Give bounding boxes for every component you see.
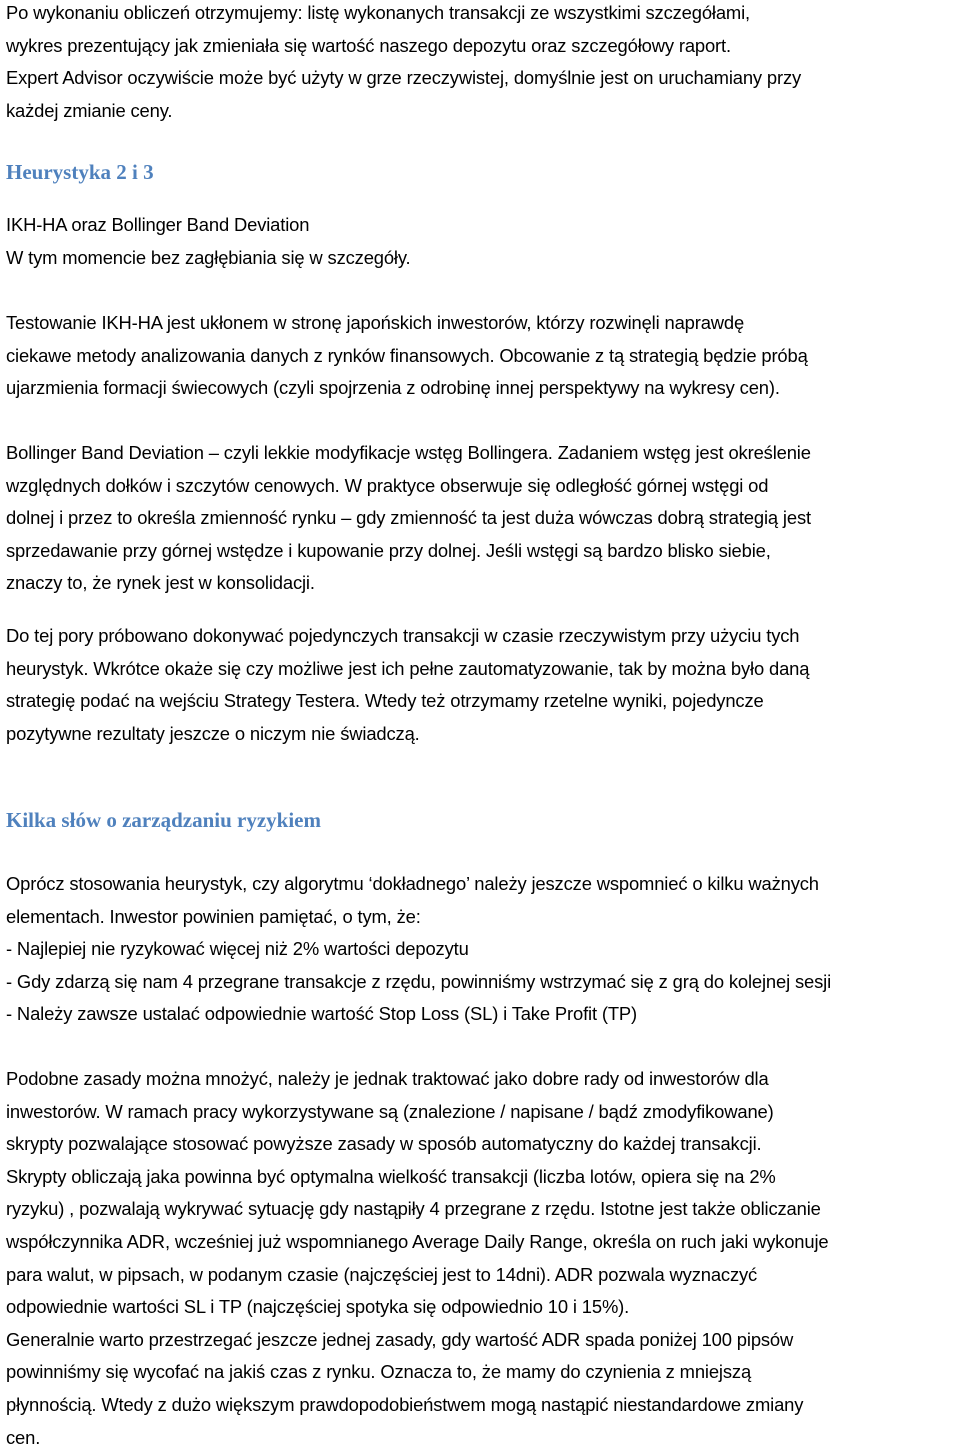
text-line: wykres prezentujący jak zmieniała się wartość naszego depozytu oraz szczegółowy raport. — [6, 34, 731, 56]
text-line: Po wykonaniu obliczeń otrzymujemy: listę wykonanych transakcji ze wszystkimi szczegółami, — [6, 2, 750, 23]
text-line: Do tej pory próbowano dokonywać pojedynczych transakcji w czasie rzeczywistym przy użyciu tych — [6, 625, 800, 646]
text-line: powinniśmy się wycofać na jakiś czas z rynku. Oznacza to, że mamy do czynienia z mniejszą — [6, 1361, 752, 1383]
text-line: skrypty pozwalające stosować powyższe zasady w sposób automatyczny do każdej transakcji. — [6, 1133, 762, 1155]
text-line: ryzyku) , pozwalają wykrywać sytuację gdy nastąpiły 4 przegrane z rzędu. Istotne jest także obliczanie — [6, 1198, 821, 1220]
text-line: pozytywne rezultaty jeszcze o niczym nie świadczą. — [6, 722, 420, 744]
text-line: elementach. Inwestor powinien pamiętać, o tym, że: — [6, 905, 421, 927]
rules-paragraph — [6, 1063, 956, 1454]
ikh-ha-paragraph — [6, 307, 956, 405]
text-line: para walut, w pipsach, w podanym czasie (najczęściej jest to 14dni). ADR pozwala wyznaczyć — [6, 1263, 758, 1285]
list-item: - Najlepiej nie ryzykować więcej niż 2% wartości depozytu — [6, 938, 469, 960]
text-line: Skrypty obliczają jaka powinna być optymalna wielkość transakcji (liczba lotów, opiera się na 2% — [6, 1165, 776, 1187]
text-line: znaczy to, że rynek jest w konsolidacji. — [6, 572, 315, 594]
section-heading-risk: Kilka słów o zarządzaniu ryzykiem — [6, 808, 321, 832]
text-line: inwestorów. W ramach pracy wykorzystywane są (znalezione / napisane / bądź zmodyfikowane) — [6, 1100, 774, 1122]
risk-intro-paragraph — [6, 868, 956, 1031]
text-line: współczynnika ADR, wcześniej już wspomnianego Average Daily Range, określa on ruch jaki wykonuje — [6, 1230, 829, 1252]
text-line: IKH-HA oraz Bollinger Band Deviation — [6, 214, 310, 235]
text-line: ujarzmienia formacji świecowych (czyli spojrzenia z odrobinę innej perspektywy na wykresy cen). — [6, 377, 780, 399]
text-line: cen. — [6, 1426, 41, 1448]
text-line: ciekawe metody analizowania danych z rynków finansowych. Obcowanie z tą strategią będzie próbą — [6, 344, 808, 366]
text-line: odpowiednie wartości SL i TP (najczęściej spotyka się odpowiednio 10 i 15%). — [6, 1296, 630, 1318]
text-line: dolnej i przez to określa zmienność rynku – gdy zmienność ta jest duża wówczas dobrą strategią jest — [6, 507, 811, 529]
text-line: Bollinger Band Deviation – czyli lekkie modyfikacje wstęg Bollingera. Zadaniem wstęg jest określenie — [6, 442, 811, 463]
text-line: strategię podać na wejściu Strategy Testera. Wtedy też otrzymamy rzetelne wyniki, pojedyncze — [6, 690, 764, 712]
text-line: płynnością. Wtedy z dużo większym prawdopodobieństwem mogą nastąpić niestandardowe zmiany — [6, 1393, 804, 1415]
intro-paragraph — [6, 0, 956, 127]
text-line: Generalnie warto przestrzegać jeszcze jednej zasady, gdy wartość ADR spada poniżej 100 pipsów — [6, 1328, 794, 1350]
text-line: Podobne zasady można mnożyć, należy je jednak traktować jako dobre rady od inwestorów dla — [6, 1068, 769, 1089]
text-line: W tym momencie bez zagłębiania się w szczegóły. — [6, 246, 411, 268]
text-line: Expert Advisor oczywiście może być użyty w grze rzeczywistej, domyślnie jest on uruchamiany przy — [6, 67, 802, 89]
text-line: względnych dołków i szczytów cenowych. W praktyce obserwuje się odległość górnej wstęgi od — [6, 474, 769, 496]
list-item: - Należy zawsze ustalać odpowiednie wartość Stop Loss (SL) i Take Profit (TP) — [6, 1003, 638, 1025]
testing-paragraph — [6, 620, 956, 750]
heuristics-subtitle — [6, 209, 956, 274]
text-line: każdej zmianie ceny. — [6, 99, 173, 121]
list-item: - Gdy zdarzą się nam 4 przegrane transakcje z rzędu, powinniśmy wstrzymać się z grą do kolejnej sesji — [6, 970, 832, 992]
text-line: Testowanie IKH-HA jest ukłonem w stronę japońskich inwestorów, którzy rozwinęli naprawdę — [6, 312, 745, 333]
text-line: Oprócz stosowania heurystyk, czy algorytmu ‘dokładnego’ należy jeszcze wspomnieć o kilku ważnych — [6, 873, 819, 894]
bollinger-paragraph — [6, 437, 956, 600]
text-line: heurystyk. Wkrótce okaże się czy możliwe jest ich pełne zautomatyzowanie, tak by można było daną — [6, 657, 810, 679]
section-heading-heuristics: Heurystyka 2 i 3 — [6, 160, 154, 184]
text-line: sprzedawanie przy górnej wstędze i kupowanie przy dolnej. Jeśli wstęgi są bardzo blisko siebie, — [6, 539, 771, 561]
